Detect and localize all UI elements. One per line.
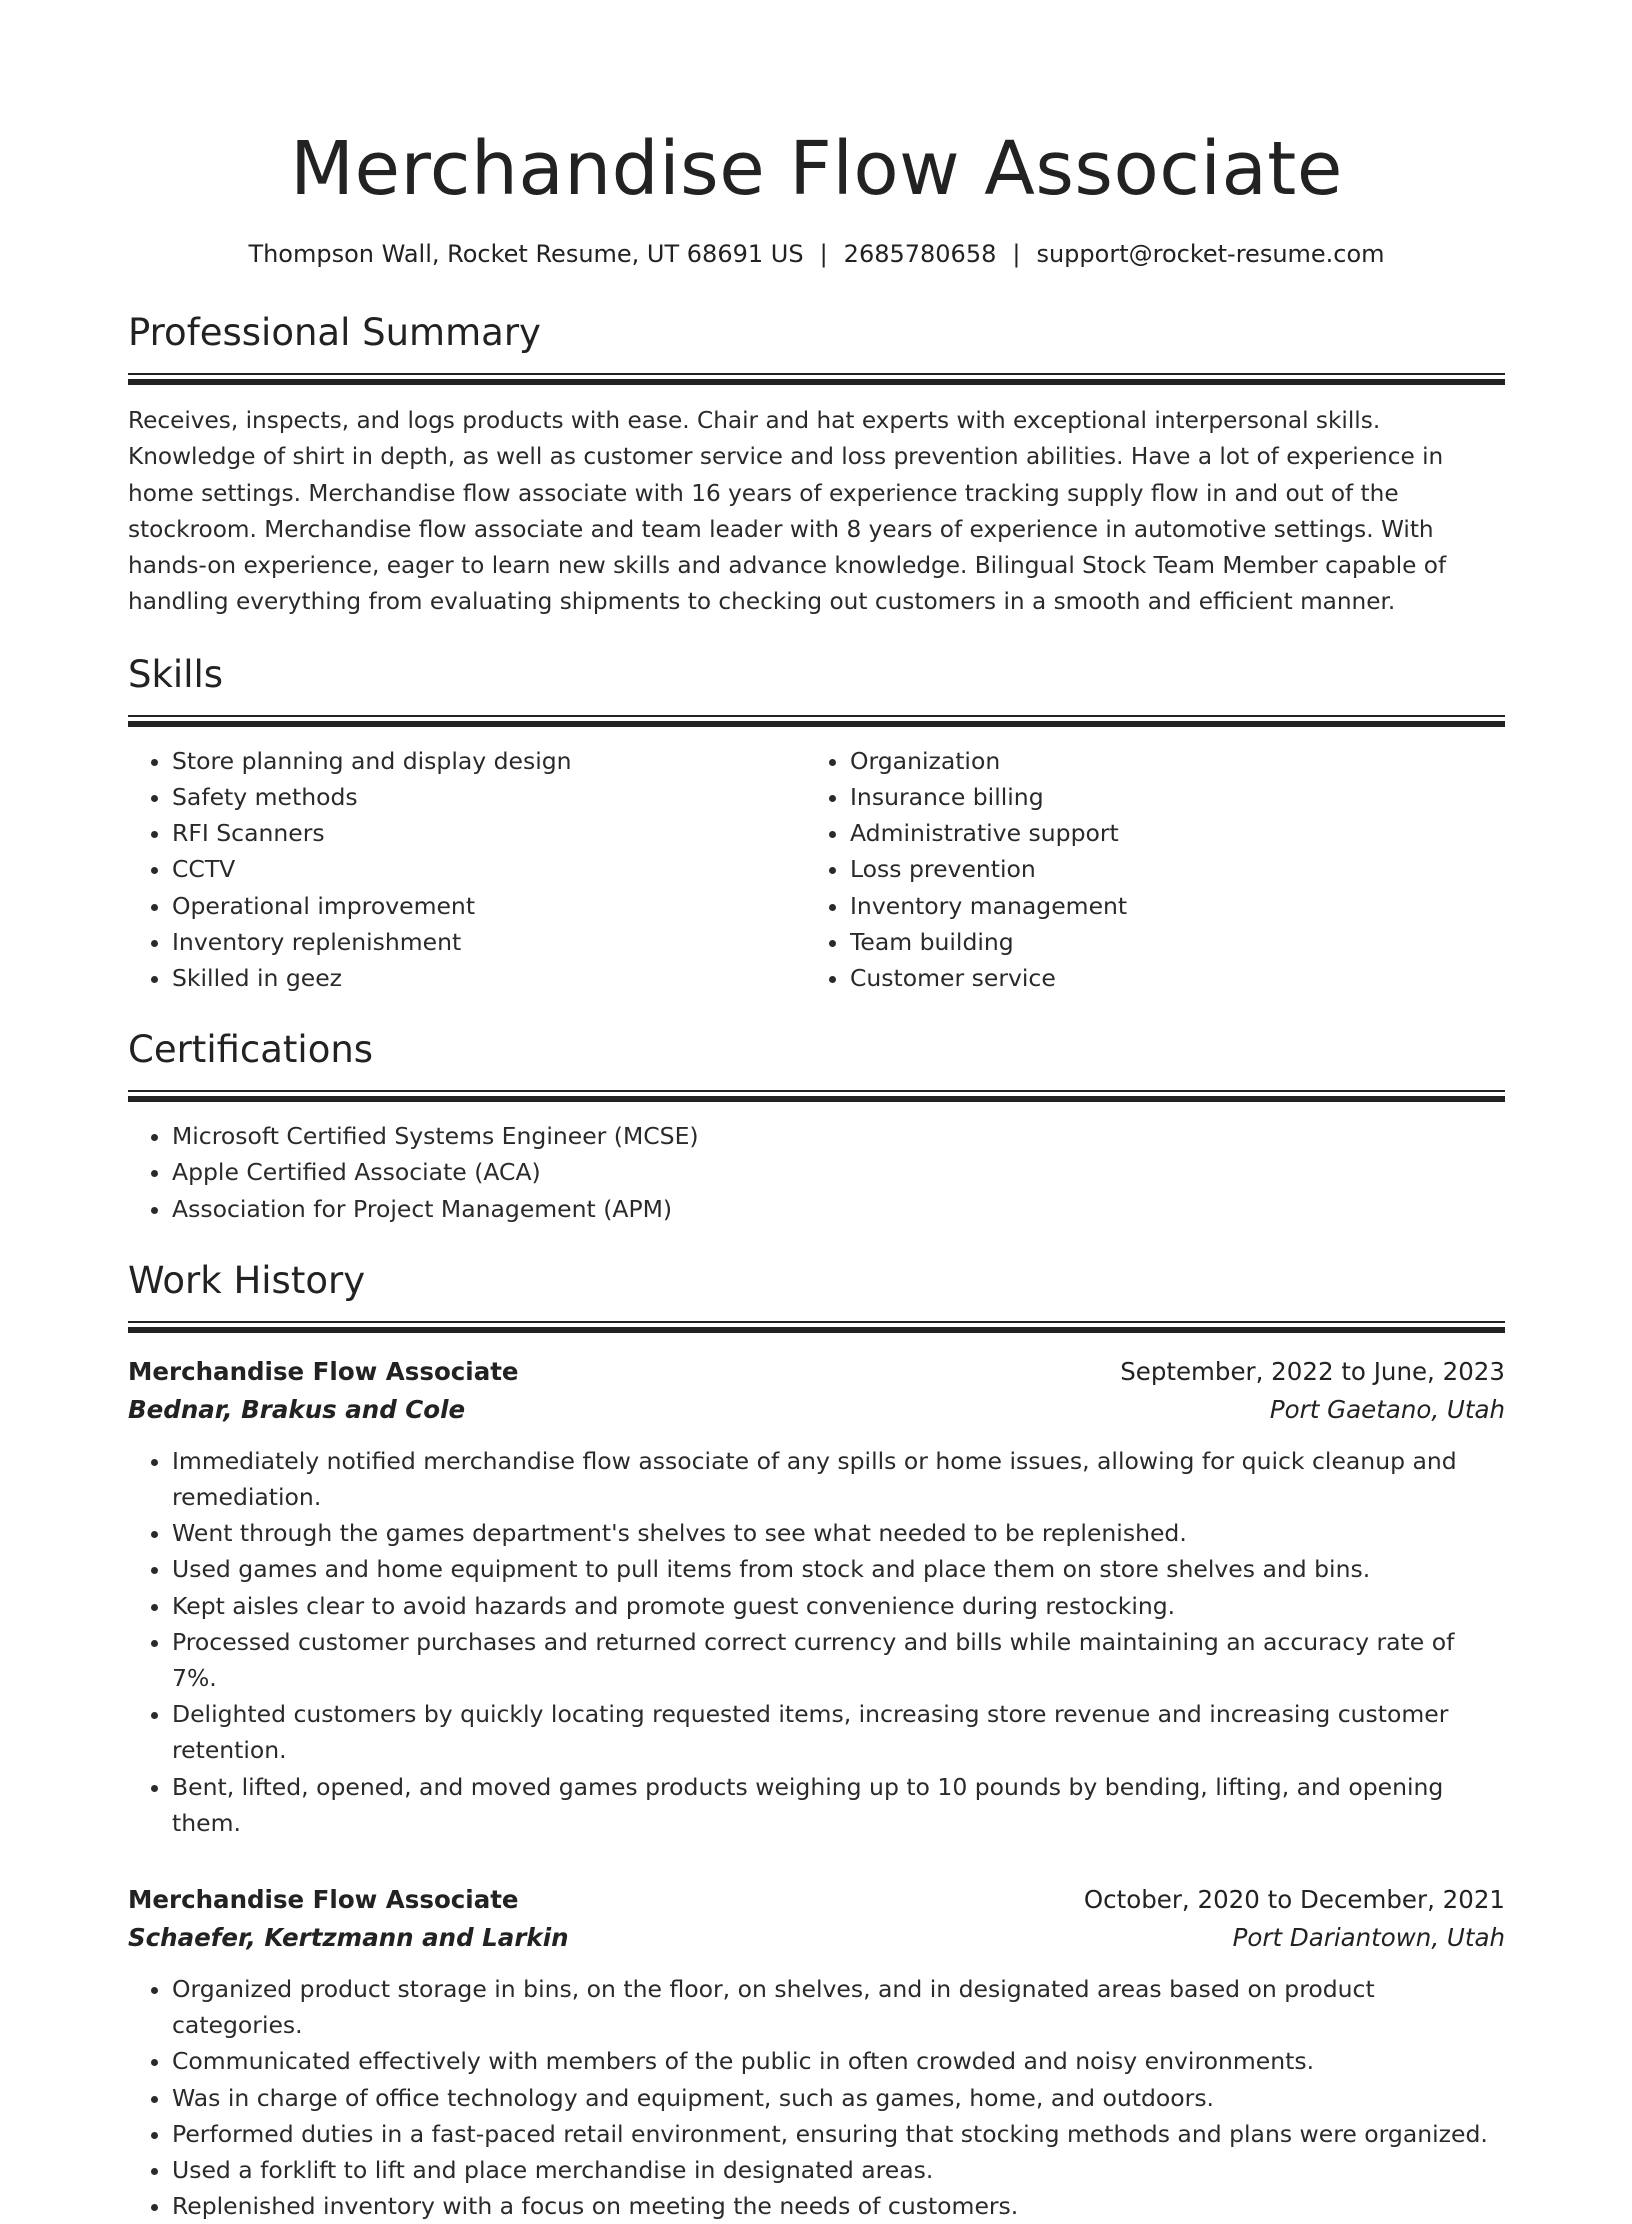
job-bullet: • Replenished inventory with a focus on meeting the needs of customers.	[172, 2188, 1505, 2224]
job-bullet: • Processed customer purchases and returned correct currency and bills while maintaining an accuracy rate of 7%.	[172, 1624, 1505, 1696]
skills-columns	[128, 727, 1505, 996]
contact-email: support@rocket-resume.com	[1036, 240, 1385, 268]
section-title-summary: Professional Summary	[128, 311, 541, 354]
job-subheader-row	[128, 1919, 1505, 1957]
skill-item: • CCTV	[172, 851, 806, 887]
skills-list-left	[128, 743, 806, 996]
job-bullet: • Used games and home equipment to pull items from stock and place them on store shelves and bins.	[172, 1551, 1505, 1587]
section-title-work-history: Work History	[128, 1258, 366, 1302]
section-divider	[128, 373, 1505, 385]
job-entry	[128, 1881, 1505, 2224]
skill-item: • Team building	[850, 924, 1480, 960]
certification-item: • Microsoft Certified Systems Engineer (MCSE)	[172, 1118, 1505, 1154]
skill-item: • Customer service	[850, 960, 1480, 996]
job-subheader-row	[128, 1391, 1505, 1429]
job-location: Port Dariantown, Utah	[1232, 1923, 1505, 1953]
job-bullets	[128, 1443, 1505, 1841]
skill-item: • Inventory management	[850, 888, 1480, 924]
certifications-list	[128, 1118, 1505, 1227]
job-title: Merchandise Flow Associate	[128, 1356, 519, 1386]
job-dates: September, 2022 to June, 2023	[1120, 1356, 1505, 1386]
job-bullet: • Immediately notified merchandise flow associate of any spills or home issues, allowing for quick cleanup and remediation.	[172, 1443, 1505, 1515]
skill-item: • Operational improvement	[172, 888, 806, 924]
job-bullet: • Performed duties in a fast-paced retail environment, ensuring that stocking methods and plans were organized.	[172, 2116, 1505, 2152]
job-dates: October, 2020 to December, 2021	[1083, 1885, 1505, 1915]
skill-item: • Inventory replenishment	[172, 924, 806, 960]
job-bullets	[128, 1971, 1505, 2224]
section-title-skills: Skills	[128, 652, 224, 696]
job-title: Merchandise Flow Associate	[128, 1885, 519, 1915]
skill-item: • Administrative support	[850, 815, 1480, 851]
job-bullet: • Went through the games department's shelves to see what needed to be replenished.	[172, 1515, 1505, 1551]
job-location: Port Gaetano, Utah	[1269, 1394, 1505, 1424]
contact-separator: |	[1012, 240, 1021, 268]
skill-item: • Store planning and display design	[172, 743, 806, 779]
summary-text: Receives, inspects, and logs products with ease. Chair and hat experts with exceptional interpersonal skills. Knowledge of shirt in depth, as well as customer service and loss prevention abilities. Have a lot of experience in home settings. Merchandise flow associate with 16 years of experience tracking supply flow in and out of the stockroom. Merchandise flow associate and team leader with 8 years of experience in automotive settings. With hands-on experience, eager to learn new skills and advance knowledge. Bilingual Stock Team Member capable of handling everything from evaluating shipments to checking out customers in a smooth and efficient manner.	[128, 407, 1447, 616]
contact-phone: 2685780658	[843, 240, 997, 268]
section-divider	[128, 1321, 1505, 1333]
job-bullet: • Kept aisles clear to avoid hazards and promote guest convenience during restocking.	[172, 1588, 1505, 1624]
job-bullet: • Organized product storage in bins, on the floor, on shelves, and in designated areas based on product categories.	[172, 1971, 1505, 2043]
section-divider	[128, 1090, 1505, 1102]
certification-item: • Apple Certified Associate (ACA)	[172, 1154, 1505, 1190]
section-title-certifications: Certifications	[128, 1028, 374, 1072]
skill-item: • Skilled in geez	[172, 960, 806, 996]
skill-item: • Insurance billing	[850, 779, 1480, 815]
job-bullet: • Communicated effectively with members of the public in often crowded and noisy environments.	[172, 2043, 1505, 2079]
job-bullet: • Delighted customers by quickly locating requested items, increasing store revenue and increasing customer retention.	[172, 1696, 1505, 1768]
contact-separator: |	[819, 240, 828, 268]
skill-item: • Organization	[850, 743, 1480, 779]
skill-item: • RFI Scanners	[172, 815, 806, 851]
job-bullet: • Was in charge of office technology and equipment, such as games, home, and outdoors.	[172, 2080, 1505, 2116]
skills-list-right	[806, 743, 1480, 996]
job-header-row	[128, 1353, 1505, 1391]
section-divider	[128, 715, 1505, 727]
job-bullet: • Bent, lifted, opened, and moved games products weighing up to 10 pounds by bending, lifting, and opening them.	[172, 1769, 1505, 1841]
resume-name: Merchandise Flow Associate	[290, 126, 1343, 212]
contact-address: Thompson Wall, Rocket Resume, UT 68691 US	[248, 240, 804, 268]
contact-line	[128, 237, 1505, 271]
job-entry	[128, 1353, 1505, 1841]
skill-item: • Safety methods	[172, 779, 806, 815]
job-header-row	[128, 1881, 1505, 1919]
job-company: Schaefer, Kertzmann and Larkin	[128, 1923, 569, 1953]
job-company: Bednar, Brakus and Cole	[128, 1394, 466, 1424]
skill-item: • Loss prevention	[850, 851, 1480, 887]
job-bullet: • Used a forklift to lift and place merchandise in designated areas.	[172, 2152, 1505, 2188]
certification-item: • Association for Project Management (APM)	[172, 1191, 1505, 1227]
